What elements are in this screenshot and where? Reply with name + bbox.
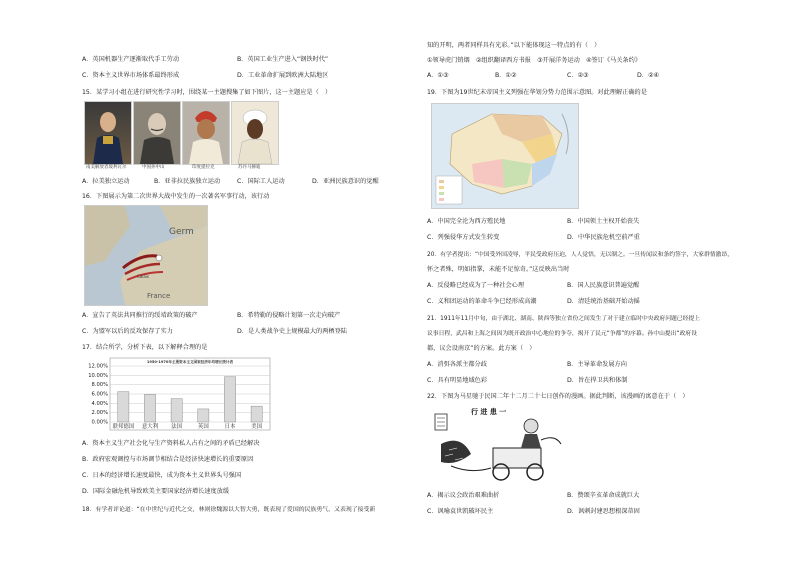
q14-option-d: D．工业革命扩展到欧洲大陆地区 (237, 72, 329, 79)
dunkirk-map-graphic (85, 206, 207, 305)
map-label-calais: Calais (137, 274, 150, 279)
q20-option-b: B．国人民族意识普遍觉醒 (567, 282, 640, 289)
q22-option-a: A．揭示议会政治艰难曲折 (427, 492, 500, 499)
q15-option-d: D．亚洲民族意识的觉醒 (312, 178, 379, 185)
chart-category-label: 意大利 (141, 424, 159, 430)
q15-option-b: B．亚非拉民族独立运动 (154, 178, 221, 185)
caption-sun: 中国孙中山 (142, 165, 165, 170)
q21-option-d: D．旨在捍卫共和体制 (567, 377, 628, 384)
portrait-bolivar (84, 101, 132, 165)
dunkirk-map (84, 205, 208, 306)
q16-option-d: D．是人类战争史上规模最大的两栖登陆 (237, 328, 347, 335)
chart-category-label: 法国 (171, 424, 183, 430)
q20-option-c: C．义和团运动的革命斗争已经形成高潮 (427, 298, 537, 305)
bolivar-figure (85, 102, 131, 164)
tilak-figure (183, 102, 229, 164)
q14-option-c: C．资本主义世界市场体系最终形成 (82, 72, 180, 79)
q22-option-b: B．赞颂辛亥革命成就巨大 (567, 492, 640, 499)
q14-option-b: B．英国工业生产进入“钢铁时代” (237, 56, 329, 63)
q21-stem: 21．1911年11月中旬，由于湖北、湖南、陕西等独立省份之间发生了对于建立临时中央政府问题已经提上 (427, 316, 700, 322)
sun-figure (134, 102, 180, 164)
china-spheres-map (431, 103, 579, 209)
q19-stem: 19．下图为19世纪末帝国主义列强在华划分势力范围示意图。对此理解正确的是 (427, 89, 647, 96)
chart-ytick-label: 0.00% (91, 419, 108, 426)
chart-bar (118, 392, 129, 422)
q21-option-a: A．消弭各派主都分歧 (427, 361, 487, 368)
q19-option-c: C．列强侵华方式发生转变 (427, 234, 500, 241)
cartoon-title: 行 进 患 一 (471, 407, 507, 416)
q20-option-a: A．反侵略已经成为了一种社会心理 (427, 282, 525, 289)
q19-option-d: D．中华民族危机空前严重 (567, 234, 640, 241)
chart-bar (144, 394, 155, 422)
map-label-france: France (147, 292, 171, 300)
q22-option-c: C．讽喻袁世凯破坏民主 (427, 508, 494, 515)
caption-bolivar: 南美解放者玻利瓦尔 (86, 165, 127, 170)
chart-ytick-label: 6.00% (91, 391, 108, 398)
q21-stem-line2: 议事日程，武昌和上海之间因为既开政治中心地位的争夺，揭开了民元“争都”的序幕。孙中山提出“政府设 (427, 331, 697, 337)
chart-bar (171, 399, 182, 422)
q22-stem: 22．下图为马星驰于民国二年十二月二十七日创作的漫画。据此判断，该漫画的寓意在于（ ） (427, 393, 689, 400)
q22-option-d: D．讽刺封建思想根深蒂固 (567, 508, 640, 515)
chart-title: 1950-1970年主要资本主义国家经济年均增长统计表 (146, 360, 234, 364)
q17-option-d: D．国际金融危机导致欧美主要国家经济增长速度放缓 (82, 488, 230, 495)
q16-option-b: B．希特勒的侵略计划第一次走向破产 (237, 312, 341, 319)
q17-option-c: C．日本的经济增长速度最快，成为资本主义世界头号强国 (82, 472, 242, 479)
portrait-sun-yat-sen (133, 101, 181, 165)
q18-option-b: B．①② (495, 72, 517, 79)
q18-items: ①领导虎门销烟 ②组织翻译西方书报 ③开展洋务运动 ④签订《马关条约》 (427, 57, 641, 64)
q21-stem-line3: 都，议会设南京”的方案。此方案（ ） (427, 345, 536, 352)
q16-option-a: A．宣告了英法共同推行的绥靖政策的破产 (82, 312, 198, 319)
q20-option-d: D．清廷统治基础开始动摇 (567, 298, 640, 305)
chart-category-label: 联邦德国 (112, 424, 135, 430)
chart-category-label: 美国 (251, 424, 263, 430)
q18-option-c: C．②③ (567, 72, 589, 79)
q19-option-b: B．中国领土主权开始丧失 (567, 218, 640, 225)
chart-bar (224, 377, 235, 422)
q16-option-c: C．为盟军以后的反攻保存了实力 (82, 328, 173, 335)
chart-bar (198, 409, 209, 422)
q15-stem: 15．某学习小组在进行研究性学习时，围绕某一主题搜集了如下图片，这一主题应是（ ） (82, 89, 332, 96)
caption-mahdi: 苏丹马赫迪 (238, 165, 261, 170)
q17-option-b: B．政府宏观调控与市场调节相结合是经济快速增长的重要原因 (82, 456, 254, 463)
chart-ytick-label: 8.00% (91, 382, 108, 389)
growth-bar-chart (82, 357, 272, 431)
q15-option-c: C．国际工人运动 (237, 178, 285, 185)
china-map-graphic (432, 104, 578, 208)
portrait-tilak (182, 101, 230, 165)
chart-ytick-label: 2.00% (91, 410, 108, 417)
chart-ytick-label: 4.00% (91, 400, 108, 407)
left-column (82, 0, 412, 562)
q18-stem-line1: 18．有学者评论道：“在中世纪与近代之交，林则徐魏源以大智大勇，既表现了爱国的民族勇气，又表现了接受新 (82, 507, 376, 513)
q20-stem-line2: 怀之者殊，明如指掌，未能不足惊奇。”这反映出当时 (427, 266, 570, 273)
q22-cartoon (431, 404, 571, 484)
q14-option-a: A．英国机器生产逐渐取代手工劳动 (82, 56, 180, 63)
q21-option-b: B．主导革命发展方向 (567, 361, 627, 368)
cartoon-graphic (431, 404, 571, 484)
q20-stem: 20．有学者提出：“中国受外国凌辱，平民受政府压迫，人人觉悟，无以制之。一旦传闻议和条约签字，大家群情激昂， (427, 252, 734, 258)
q21-option-c: C．具有明显地域色彩 (427, 377, 488, 384)
q17-stem: 17．结合所学，分析下表，以下解释合理的是 (82, 344, 208, 351)
chart-bar (251, 406, 262, 422)
chart-category-label: 英国 (197, 424, 209, 430)
caption-tilak: 印度提拉克 (192, 165, 215, 170)
mahdi-figure (232, 102, 278, 164)
right-column (427, 0, 734, 562)
chart-category-label: 日本 (224, 424, 236, 430)
map-label-germany: Germ (169, 227, 194, 237)
q16-stem: 16．下图展示为第二次世界大战中发生的一次著名军事行动，该行动 (82, 193, 270, 200)
q18-stem-line2: 知的开明，两者同样具有光彩。”以下能体现这一特点的有（ ） (427, 42, 601, 49)
q17-option-a: A．资本主义生产社会化与生产资料私人占有之间的矛盾已经解决 (82, 440, 260, 447)
q18-option-d: D．②④ (637, 72, 660, 79)
chart-ytick-label: 10.00% (88, 372, 108, 379)
q19-option-a: A．中国完全沦为西方殖民地 (427, 218, 506, 225)
chart-ytick-label: 12.00% (88, 363, 108, 370)
portrait-mahdi (231, 101, 279, 165)
q15-option-a: A．拉美独立运动 (82, 178, 130, 185)
q18-option-a: A．①③ (427, 72, 449, 79)
